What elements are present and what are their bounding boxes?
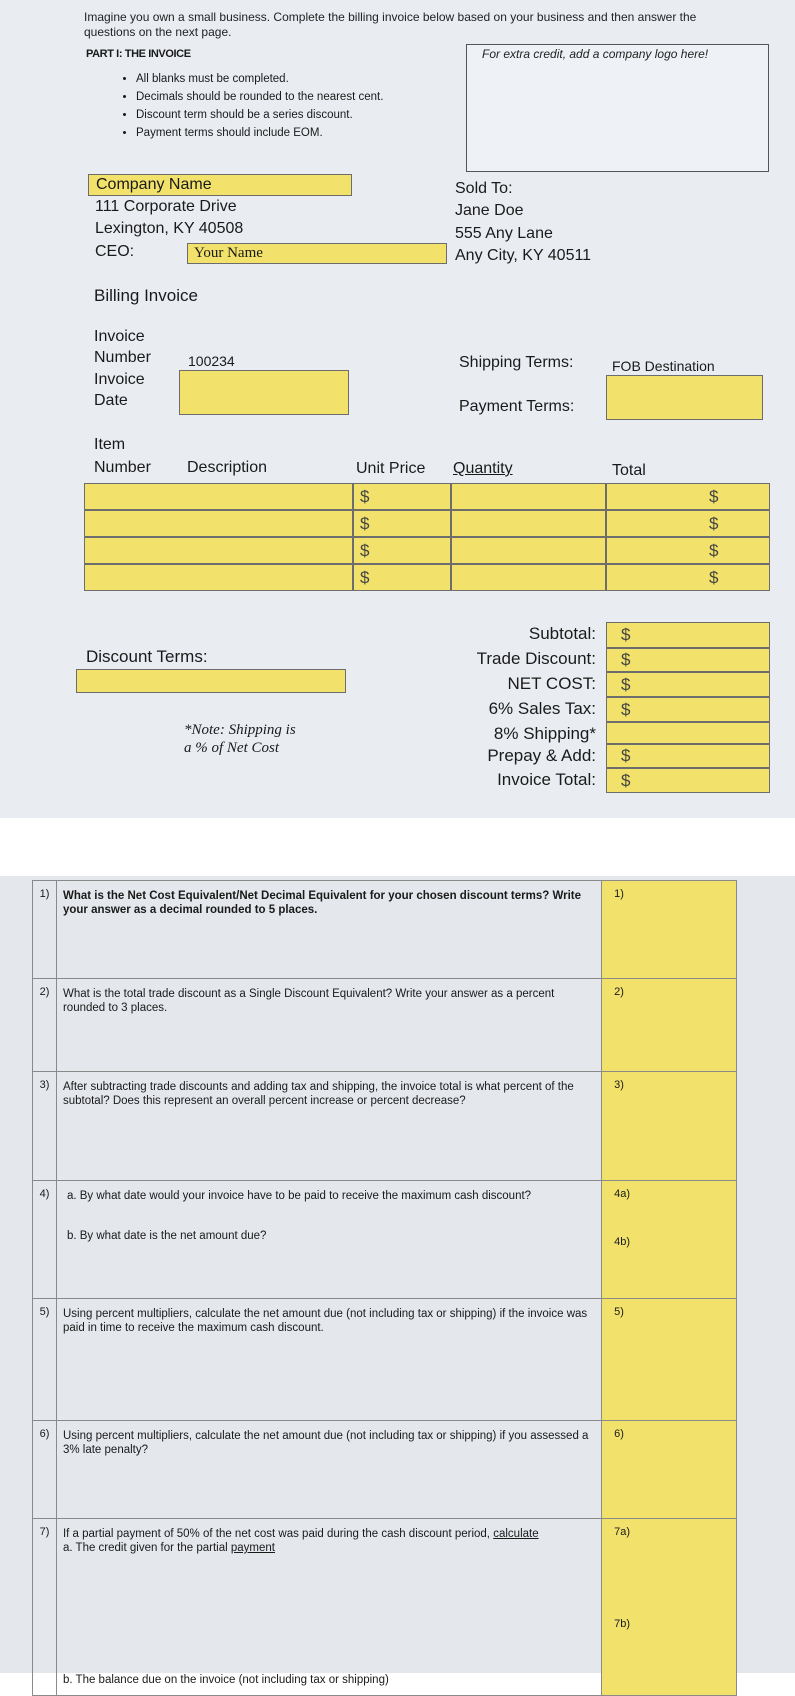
question-row [33, 1519, 737, 1696]
question-text: What is the total trade discount as a Single Discount Equivalent? Write your answer as a percent rounded to 3 places. [56, 979, 601, 1072]
net-cost-label: NET COST: [507, 674, 596, 693]
answer-field[interactable] [602, 881, 737, 979]
question-row [33, 881, 737, 979]
sold-to-name: Jane Doe [455, 202, 524, 219]
invoice-title: Billing Invoice [94, 286, 198, 305]
question-text: Using percent multipliers, calculate the net amount due (not including tax or shipping) if you assessed a 3% late penalty? [56, 1421, 601, 1519]
answer-field[interactable] [602, 1299, 737, 1421]
invoice-number-label: Number [94, 349, 151, 366]
question-text-bold: What is the Net Cost Equivalent/Net Decimal Equivalent for your chosen discount terms? Write your answer as a decimal rounded to 5 places. [62, 890, 581, 916]
item-description-cell[interactable] [84, 537, 353, 564]
col-unit-price: Unit Price [356, 460, 426, 477]
shipping-note-line: a % of Net Cost [184, 740, 280, 756]
question-part-b: b. By what date is the net amount due? [66, 1230, 267, 1242]
instruction-item: • All blanks must be completed. [136, 70, 383, 88]
invoice-number-label: Invoice [94, 328, 145, 345]
question-row [33, 1181, 737, 1299]
subtotal-label: Subtotal: [528, 624, 596, 643]
invoice-sheet [0, 0, 795, 818]
shipping-note-line: *Note: Shipping is [184, 722, 296, 738]
instruction-item: • Payment terms should include EOM. [136, 124, 383, 142]
ceo-label: CEO: [95, 243, 135, 260]
sold-to-label: Sold To: [455, 180, 513, 197]
discount-terms-label: Discount Terms: [86, 647, 208, 666]
answer-label: 4a) [614, 1188, 631, 1200]
question-text [56, 1181, 601, 1299]
payment-terms-label: Payment Terms: [459, 398, 575, 415]
prepay-add-field[interactable]: $ [606, 744, 770, 768]
quantity-cell[interactable] [451, 510, 606, 537]
question-number: 7) [33, 1519, 57, 1696]
question-number: 4) [33, 1181, 57, 1299]
quantity-cell[interactable] [451, 537, 606, 564]
unit-price-cell[interactable]: $ [353, 510, 451, 537]
company-name-field[interactable]: Company Name [88, 174, 352, 196]
sold-to-street: 555 Any Lane [455, 225, 553, 242]
question-part-a-text: a. The credit given for the partial [62, 1542, 228, 1554]
questions-table [32, 880, 737, 1696]
answer-field[interactable] [602, 979, 737, 1072]
question-part-a [63, 1541, 595, 1555]
calculate-link[interactable]: calculate [493, 1528, 539, 1540]
trade-discount-field[interactable]: $ [606, 648, 770, 672]
question-number: 6) [33, 1421, 57, 1519]
answer-field[interactable] [602, 1421, 737, 1519]
quantity-cell[interactable] [451, 483, 606, 510]
quantity-cell[interactable] [451, 564, 606, 591]
answer-label: 2) [614, 986, 624, 998]
payment-link[interactable]: payment [230, 1542, 275, 1554]
unit-price-cell[interactable]: $ [353, 564, 451, 591]
invoice-total-label: Invoice Total: [497, 770, 596, 789]
instruction-item: • Discount term should be a series discount. [136, 106, 383, 124]
answer-label: 7a) [614, 1526, 631, 1538]
answer-label: 4b) [614, 1236, 631, 1248]
intro-text: Imagine you own a small business. Complete the billing invoice below based on your business and then answer the questions on the next page. [84, 10, 697, 39]
invoice-date-label: Date [94, 392, 128, 409]
unit-price-cell[interactable]: $ [353, 537, 451, 564]
item-description-cell[interactable] [84, 564, 353, 591]
total-cell[interactable]: $ [606, 483, 770, 510]
answer-label: 5) [614, 1306, 624, 1318]
invoice-number: 100234 [188, 353, 235, 369]
question-text [56, 881, 601, 979]
shipping-terms-label: Shipping Terms: [459, 354, 574, 371]
trade-discount-label: Trade Discount: [476, 649, 596, 668]
col-description: Description [187, 459, 268, 476]
total-cell[interactable]: $ [606, 564, 770, 591]
answer-label: 3) [614, 1079, 624, 1091]
invoice-total-field[interactable]: $ [606, 768, 770, 793]
instruction-list [100, 70, 383, 142]
discount-terms-field[interactable] [76, 669, 346, 693]
question-intro [63, 1527, 595, 1541]
question-intro-text: If a partial payment of 50% of the net cost was paid during the cash discount period, [62, 1528, 491, 1540]
logo-note: For extra credit, add a company logo here! [482, 47, 709, 61]
question-text: After subtracting trade discounts and adding tax and shipping, the invoice total is what percent of the subtotal? Does this represent an overall percent increase or percent decrease? [56, 1072, 601, 1181]
question-number: 3) [33, 1072, 57, 1181]
total-cell[interactable]: $ [606, 537, 770, 564]
question-number: 2) [33, 979, 57, 1072]
net-cost-field[interactable]: $ [606, 672, 770, 697]
prepay-add-label: Prepay & Add: [487, 746, 596, 765]
question-row [33, 1072, 737, 1181]
question-row [33, 1421, 737, 1519]
invoice-date-label: Invoice [94, 371, 145, 388]
col-item-number: Number [94, 459, 151, 476]
col-quantity: Quantity [453, 460, 513, 477]
item-description-cell[interactable] [84, 510, 353, 537]
shipping-label: 8% Shipping* [493, 724, 596, 743]
question-row [33, 979, 737, 1072]
part-heading: PART I: THE INVOICE [86, 48, 191, 60]
answer-field[interactable] [602, 1519, 737, 1696]
answer-label: 1) [614, 888, 624, 900]
answer-field[interactable] [602, 1072, 737, 1181]
sales-tax-label: 6% Sales Tax: [488, 699, 596, 718]
unit-price-cell[interactable]: $ [353, 483, 451, 510]
answer-label: 7b) [614, 1618, 631, 1630]
company-city: Lexington, KY 40508 [95, 220, 244, 237]
company-street: 111 Corporate Drive [95, 198, 237, 215]
question-text [56, 1519, 601, 1696]
invoice-date-field[interactable] [179, 370, 349, 415]
payment-terms-field[interactable] [606, 375, 763, 420]
question-row [33, 1299, 737, 1421]
logo-placeholder[interactable] [466, 44, 769, 172]
col-total: Total [612, 462, 646, 479]
subtotal-field[interactable]: $ [606, 622, 770, 648]
shipping-terms-value: FOB Destination [612, 358, 715, 374]
total-cell[interactable]: $ [606, 510, 770, 537]
question-number: 5) [33, 1299, 57, 1421]
col-item-number: Item [94, 436, 126, 453]
question-text: Using percent multipliers, calculate the net amount due (not including tax or shipping) if the invoice was paid in time to receive the maximum cash discount. [56, 1299, 601, 1421]
question-number: 1) [33, 881, 57, 979]
sales-tax-field[interactable]: $ [606, 697, 770, 722]
answer-label: 6) [614, 1428, 624, 1440]
question-part-b: b. The balance due on the invoice (not including tax or shipping) [62, 1674, 389, 1686]
shipping-field[interactable] [606, 722, 770, 744]
instruction-item: • Decimals should be rounded to the nearest cent. [136, 88, 383, 106]
question-part-a: a. By what date would your invoice have to be paid to receive the maximum cash discount? [66, 1190, 532, 1202]
answer-field[interactable] [602, 1181, 737, 1299]
item-description-cell[interactable] [84, 483, 353, 510]
sold-to-city: Any City, KY 40511 [455, 247, 592, 264]
ceo-name-field[interactable]: Your Name [187, 243, 447, 264]
